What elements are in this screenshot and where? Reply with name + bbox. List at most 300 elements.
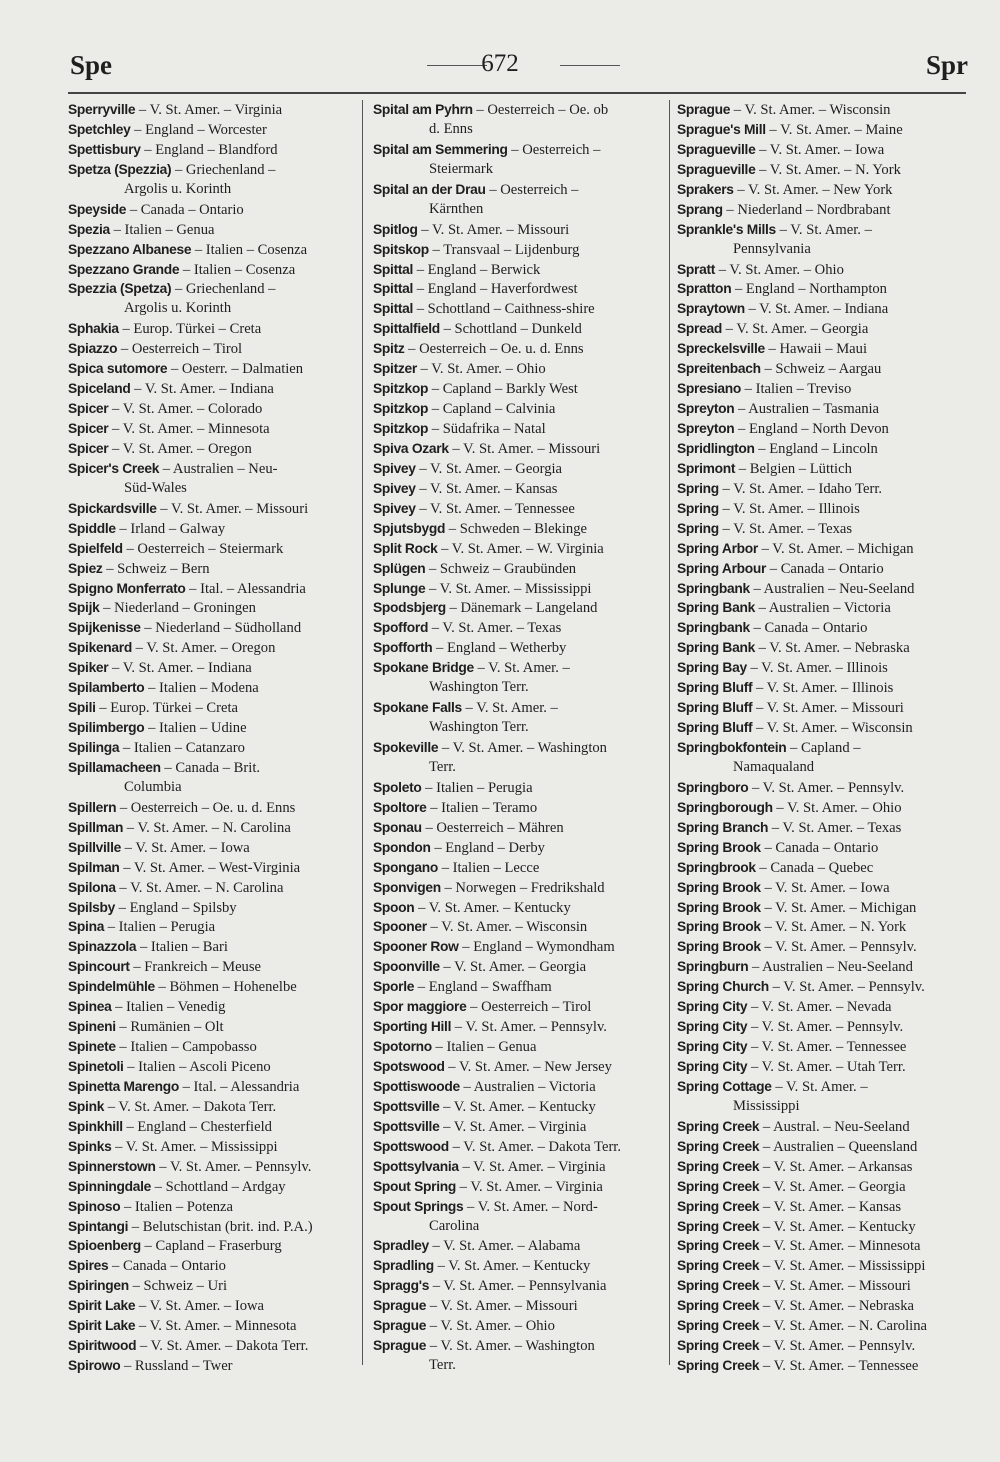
entry-location: – England – Blandford <box>140 141 278 158</box>
entry <box>68 1217 356 1237</box>
header-left-guideword: Spe <box>70 50 113 80</box>
entry-headword: Spring Arbor <box>677 540 758 556</box>
entry-headword: Spijk <box>68 600 100 616</box>
entry-location: – England – Lincoln <box>754 440 878 457</box>
entry <box>68 1356 356 1376</box>
entry-headword: Spiva Ozark <box>373 440 449 456</box>
entry <box>677 100 969 120</box>
header-right-guideword: Spr <box>925 50 968 80</box>
entry-line <box>373 1316 664 1336</box>
entry <box>373 1017 664 1037</box>
entry-headword: Spring <box>677 480 719 496</box>
entry-location: – V. St. Amer. – Nebraska <box>754 640 910 657</box>
entry-line <box>373 1137 664 1157</box>
entry-headword: Sporle <box>373 979 415 995</box>
entry <box>373 778 664 798</box>
entry-location: – V. St. Amer. – Iowa <box>135 1298 265 1315</box>
entry-continuation: Carolina <box>429 1217 480 1234</box>
header-rule <box>68 92 966 94</box>
entry-headword: Spring Brook <box>677 919 761 935</box>
entry-line <box>68 1336 356 1356</box>
entry-line <box>677 738 969 758</box>
entry-line <box>677 1316 969 1336</box>
entry <box>373 539 664 559</box>
entry-line <box>373 1037 664 1057</box>
entry-location: – Canada – Ontario <box>108 1258 226 1275</box>
entry-location: – Canada – Quebec <box>755 859 874 876</box>
entry-line <box>373 459 664 479</box>
entry-location: – Italien – Cosenza <box>179 261 296 278</box>
entry-location: – V. St. Amer. – Virginia <box>135 102 283 118</box>
entry-headword: Springbrook <box>677 859 756 875</box>
entry-line <box>677 1276 969 1296</box>
entry-headword: Spinetta Marengo <box>68 1078 179 1094</box>
entry-headword: Spicer <box>68 421 109 436</box>
entry <box>68 160 356 200</box>
entry-line <box>373 1197 664 1217</box>
entry-line <box>373 519 664 539</box>
entry <box>68 559 356 579</box>
entry-headword: Spitzkop <box>373 381 429 397</box>
entry-headword: Spezzano Grande <box>68 261 180 277</box>
entry-line <box>68 698 356 718</box>
entry-line <box>677 1217 969 1237</box>
entry-headword: Sprague's Mill <box>677 121 766 137</box>
entry-headword: Spring Creek <box>677 1178 760 1194</box>
entry-line <box>373 439 664 459</box>
entry-headword: Spring Creek <box>677 1218 760 1234</box>
entry-line <box>677 260 969 280</box>
entry <box>373 618 664 638</box>
entry <box>68 818 356 838</box>
entry-headword: Springbokfontein <box>677 740 787 755</box>
entry-line <box>68 658 356 678</box>
entry-line <box>68 758 356 778</box>
entry-headword: Spreckelsville <box>677 341 765 357</box>
entry-location: – Oesterreich – Steiermark <box>122 540 284 557</box>
entry-headword: Spittalfield <box>373 321 440 337</box>
entry-location: – V. St. Amer. – Mississippi <box>759 1258 926 1275</box>
entry <box>373 359 664 379</box>
entry-headword: Spielfeld <box>68 540 123 556</box>
entry-line <box>677 1177 969 1197</box>
entry-headword: Spettisbury <box>68 141 141 157</box>
entry <box>68 698 356 718</box>
entry-headword: Spratt <box>677 261 716 277</box>
entry-line <box>373 698 664 718</box>
entry <box>677 898 969 918</box>
entry-line <box>68 878 356 898</box>
entry-location: – Italien – Catanzaro <box>119 740 245 756</box>
entry <box>677 359 969 379</box>
entry <box>68 1117 356 1137</box>
entry <box>373 240 664 260</box>
entry-headword: Spragueville <box>677 141 756 157</box>
entry-location: – V. St. Amer. – Kansas <box>415 480 558 497</box>
entry <box>677 559 969 579</box>
entry-line <box>373 140 664 160</box>
entry <box>68 1157 356 1177</box>
entry-location: – England – Haverfordwest <box>413 281 578 298</box>
entry-location: – V. St. Amer. – Dakota Terr. <box>448 1138 622 1155</box>
entry-line <box>68 1157 356 1177</box>
entry-line <box>68 1296 356 1316</box>
entry-location: – Schweiz – Bern <box>102 560 210 577</box>
entry <box>68 957 356 977</box>
entry <box>677 319 969 339</box>
entry-location: – V. St. Amer. – Pennsylv. <box>768 979 925 996</box>
entry-line <box>373 977 664 997</box>
entry-headword: Spring Brook <box>677 939 761 955</box>
entry <box>677 200 969 220</box>
entry-location: – Capland – Fraserburg <box>140 1238 282 1255</box>
entry-location: – Capland – <box>786 740 861 756</box>
entry-location: – England – Spilsby <box>114 899 237 916</box>
entry-location: – Australien – Neu- <box>159 460 278 477</box>
entry <box>373 997 664 1017</box>
entry-location: – V. St. Amer. – Wisconsin <box>426 919 588 936</box>
entry-headword: Sponau <box>373 819 422 835</box>
entry <box>373 1276 664 1296</box>
entry-headword: Spicer <box>68 401 109 417</box>
entry-location: – Italien – Ascoli Piceno <box>123 1059 271 1075</box>
entry-headword: Spilman <box>68 859 120 875</box>
entry-location: – Italien – Bari <box>136 939 228 956</box>
entry-location: – V. St. Amer. – Oregon <box>108 440 252 457</box>
entry-line <box>677 200 969 220</box>
entry <box>68 838 356 858</box>
entry-location: – V. St. Amer. – Tennessee <box>759 1358 919 1375</box>
entry-line <box>677 439 969 459</box>
entry-location: – V. St. Amer. – N. Carolina <box>123 819 291 836</box>
entry <box>68 279 356 319</box>
entry-location: – V. St. Amer. – Pennsylv. <box>451 1019 607 1036</box>
entry <box>373 260 664 280</box>
entry-location: – V. St. Amer. – Dakota Terr. <box>136 1338 309 1355</box>
entry-headword: Sperryville <box>68 102 136 117</box>
entry-line <box>677 279 969 299</box>
entry-headword: Spring <box>677 500 719 516</box>
entry <box>68 379 356 399</box>
entry-location: – V. St. Amer. – Illinois <box>718 500 860 517</box>
entry-location: – V. St. Amer. – W. Virginia <box>437 540 604 557</box>
entry-headword: Spring Bluff <box>677 720 753 736</box>
entry <box>677 539 969 559</box>
entry <box>68 798 356 818</box>
entry-headword: Spooner <box>373 919 427 935</box>
entry-headword: Spring Bank <box>677 600 755 616</box>
entry-line <box>677 1236 969 1256</box>
entry-line <box>68 459 356 479</box>
entry <box>373 1077 664 1097</box>
entry-location: – V. St. Amer. – Missouri <box>759 1278 911 1295</box>
entry-headword: Spjutsbygd <box>373 520 446 536</box>
entry <box>373 399 664 419</box>
entry-location: – V. St. Amer. – Missouri <box>426 1298 578 1315</box>
entry <box>68 997 356 1017</box>
entry-continuation: Argolis u. Korinth <box>124 180 232 197</box>
entry-location: – V. St. Amer. – Pennsylv. <box>155 1158 312 1175</box>
entry-headword: Spetchley <box>68 121 131 137</box>
entry <box>677 1137 969 1157</box>
entry <box>373 299 664 319</box>
entry <box>373 1057 664 1077</box>
entry <box>68 240 356 260</box>
entry-headword: Spring Brook <box>677 899 761 915</box>
entry-headword: Spor maggiore <box>373 999 467 1015</box>
entry-headword: Spring Creek <box>677 1318 760 1334</box>
entry-location: – Europ. Türkei – Creta <box>118 321 262 338</box>
entry-line <box>68 618 356 638</box>
entry-line <box>68 200 356 220</box>
entry-headword: Spiritwood <box>68 1338 137 1354</box>
entry-location: – Hawaii – Maui <box>764 341 867 358</box>
entry-location: – England – Northampton <box>731 281 887 298</box>
entry-location: – Italien – Campobasso <box>115 1039 257 1056</box>
entry-headword: Spring Creek <box>677 1138 760 1154</box>
entry-location: – V. St. Amer. – Kentucky <box>439 1098 596 1115</box>
entry-headword: Spioenberg <box>68 1238 141 1254</box>
entry <box>68 1336 356 1356</box>
entry <box>373 419 664 439</box>
entry <box>677 1117 969 1137</box>
entry <box>68 1057 356 1077</box>
entry-line <box>68 1256 356 1276</box>
entry-headword: Spokane Bridge <box>373 660 474 676</box>
entry-location: – Böhmen – Hohenelbe <box>154 979 297 996</box>
entry-location: – V. St. Amer. – Wisconsin <box>752 720 913 737</box>
entry-headword: Spirowo <box>68 1358 121 1374</box>
entry-location: – V. St. Amer. – Texas <box>718 520 853 537</box>
entry <box>68 359 356 379</box>
entry <box>677 937 969 957</box>
entry-location: – V. St. Amer. – N. Carolina <box>115 879 284 896</box>
entry-line <box>373 618 664 638</box>
entry-headword: Spinetoli <box>68 1059 124 1074</box>
entry-headword: Spital am Pyhrn <box>373 102 473 117</box>
entry <box>68 499 356 519</box>
entry-line <box>68 260 356 280</box>
entry-headword: Spresiano <box>677 381 742 397</box>
entry-headword: Spilimbergo <box>68 720 145 736</box>
entry-location: – Italien – Teramo <box>426 799 538 816</box>
entry-location: – Italien – Venedig <box>111 999 226 1016</box>
entry-location: – V. St. Amer. – West-Virginia <box>119 859 301 876</box>
entry-line <box>68 140 356 160</box>
entry-line <box>373 260 664 280</box>
entry <box>68 1256 356 1276</box>
entry-location: – V. St. Amer. – Indiana <box>130 381 274 398</box>
entry <box>677 419 969 439</box>
entry-location: – V. St. Amer. – New Jersey <box>444 1059 612 1075</box>
entry-headword: Spratton <box>677 281 732 297</box>
entry-headword: Spinea <box>68 999 112 1015</box>
entry <box>68 1137 356 1157</box>
page-number: 672 <box>481 50 519 77</box>
entry <box>68 1037 356 1057</box>
entry-location: – Italien – Genua <box>431 1039 537 1056</box>
entry-line <box>373 379 664 399</box>
entry <box>68 638 356 658</box>
entry-location: – V. St. Amer. – Colorado <box>108 401 263 418</box>
entry-line <box>677 299 969 319</box>
entry <box>373 1037 664 1057</box>
entry-headword: Sprague <box>373 1298 427 1314</box>
entry <box>68 858 356 878</box>
entry <box>373 479 664 499</box>
entry-headword: Spring City <box>677 1039 748 1055</box>
entry-line <box>68 718 356 738</box>
entry-headword: Spridlington <box>677 440 755 456</box>
entry-line <box>373 1097 664 1117</box>
entry-headword: Sphakia <box>68 321 119 337</box>
entry-headword: Spina <box>68 919 105 935</box>
entry-line <box>677 977 969 997</box>
entry-headword: Spitzkop <box>373 401 429 417</box>
entry <box>373 180 664 220</box>
entry-headword: Spring Church <box>677 979 769 995</box>
entry-headword: Spinazzola <box>68 939 137 955</box>
entry-headword: Speyside <box>68 201 127 217</box>
entry-location: – Italien – Genua <box>109 221 215 238</box>
entry-line <box>68 1137 356 1157</box>
entry <box>373 1296 664 1316</box>
entry-line <box>677 100 969 120</box>
entry <box>677 698 969 718</box>
entry-location: – England – Berwick <box>413 261 541 278</box>
entry-line <box>68 798 356 818</box>
entry-line <box>68 579 356 599</box>
entry-headword: Sprague <box>373 1338 427 1354</box>
entry-location: – V. St. Amer. – Idaho Terr. <box>718 480 883 497</box>
entry-line <box>68 399 356 419</box>
entry-location: – Canada – Ontario <box>749 620 868 637</box>
entry-location: – Schweiz – Uri <box>128 1278 228 1295</box>
entry-headword: Springbank <box>677 580 750 596</box>
entry-location: – Italien – Perugia <box>104 919 216 936</box>
entry-location: – Italien – Treviso <box>741 381 852 398</box>
entry-line <box>677 838 969 858</box>
entry-line <box>373 778 664 798</box>
entry-headword: Spinete <box>68 1039 116 1055</box>
entry-line <box>68 818 356 838</box>
entry-headword: Spiker <box>68 660 109 676</box>
entry <box>677 1236 969 1256</box>
entry <box>373 798 664 818</box>
entry-line <box>68 1276 356 1296</box>
entry-location: – Oesterreich – Mähren <box>421 819 564 836</box>
entry-line <box>373 339 664 359</box>
entry-headword: Spintangi <box>68 1218 129 1234</box>
entry-line <box>677 1037 969 1057</box>
entry-headword: Spotswood <box>373 1059 445 1074</box>
entry-line <box>677 1157 969 1177</box>
entry-headword: Spilona <box>68 879 116 895</box>
entry <box>677 1217 969 1237</box>
entry-location: – Oesterreich – <box>507 141 601 158</box>
entry-line <box>68 519 356 539</box>
entry-headword: Spiazzo <box>68 341 118 357</box>
entry <box>373 459 664 479</box>
entry-headword: Spetza (Spezzia) <box>68 161 172 177</box>
entry-location: – Russland – Twer <box>120 1358 233 1375</box>
entry-location: – V. St. Amer. – Virginia <box>456 1178 603 1195</box>
entry <box>677 858 969 878</box>
entry-location: – Niederland – Nordbrabant <box>722 201 891 218</box>
entry <box>373 957 664 977</box>
entry-headword: Spirit Lake <box>68 1318 136 1334</box>
entry <box>68 1296 356 1316</box>
entry-location: – Australien – Queensland <box>759 1138 918 1155</box>
entry <box>68 738 356 758</box>
entry <box>373 1097 664 1117</box>
entry <box>373 339 664 359</box>
entry-headword: Spongano <box>373 859 439 875</box>
entry-headword: Spivey <box>373 500 416 516</box>
entry-location: – V. St. Amer. – Oregon <box>132 640 276 657</box>
entry-headword: Spicer <box>68 440 109 456</box>
entry <box>373 1336 664 1376</box>
entry-line <box>373 539 664 559</box>
entry-line <box>373 559 664 579</box>
entry-line <box>677 1197 969 1217</box>
entry <box>677 917 969 937</box>
entry-headword: Sprague <box>677 102 731 117</box>
entry <box>373 658 664 698</box>
entry-headword: Spili <box>68 700 96 716</box>
entry-location: – Schottland – Caithness-shire <box>413 301 595 318</box>
entry-location: – England – North Devon <box>734 421 889 437</box>
entry-location: – Rumänien – Olt <box>115 1019 224 1036</box>
entry-location: – V. St. Amer. – N. York <box>760 919 907 936</box>
entry-line <box>677 937 969 957</box>
entry-headword: Spillman <box>68 819 124 835</box>
entry-location: – V. St. Amer. – Missouri <box>156 500 309 517</box>
entry-continuation: Terr. <box>429 1357 456 1374</box>
entry-location: – V. St. Amer. – Kentucky <box>433 1258 591 1275</box>
entry-headword: Spoleto <box>373 779 422 795</box>
entry-headword: Springbank <box>677 620 750 636</box>
entry <box>677 299 969 319</box>
entry-headword: Spottswood <box>373 1138 449 1154</box>
entry-headword: Spinkhill <box>68 1118 123 1134</box>
entry-location: – V. St. Amer. – Maine <box>765 121 903 138</box>
entry-headword: Spring City <box>677 1019 748 1035</box>
entry-line <box>373 1276 664 1296</box>
entry-location: – Griechenland – <box>171 161 276 178</box>
entry-headword: Spring Brook <box>677 839 761 855</box>
entry-location: – Ital. – Alessandria <box>185 580 306 597</box>
entry <box>68 1017 356 1037</box>
entry-headword: Spring Creek <box>677 1278 760 1294</box>
entry-location: – Australien – Victoria <box>459 1078 596 1095</box>
entry-location: – Canada – Ontario <box>126 201 244 218</box>
entry <box>68 140 356 160</box>
entry-line <box>677 858 969 878</box>
entry-location: – V. St. Amer. – Georgia <box>721 321 869 338</box>
entry-location: – Oesterreich – Tirol <box>466 999 592 1016</box>
entry-location: – Italien – Perugia <box>421 779 533 796</box>
column-3 <box>677 100 969 1376</box>
entry-headword: Split Rock <box>373 540 438 556</box>
column-separator-1 <box>362 100 363 1365</box>
entry <box>677 220 969 260</box>
entry <box>677 658 969 678</box>
entry-line <box>373 1256 664 1276</box>
entry-location: – V. St. Amer. – Wisconsin <box>730 102 891 118</box>
entry-line <box>68 598 356 618</box>
entry <box>68 917 356 937</box>
